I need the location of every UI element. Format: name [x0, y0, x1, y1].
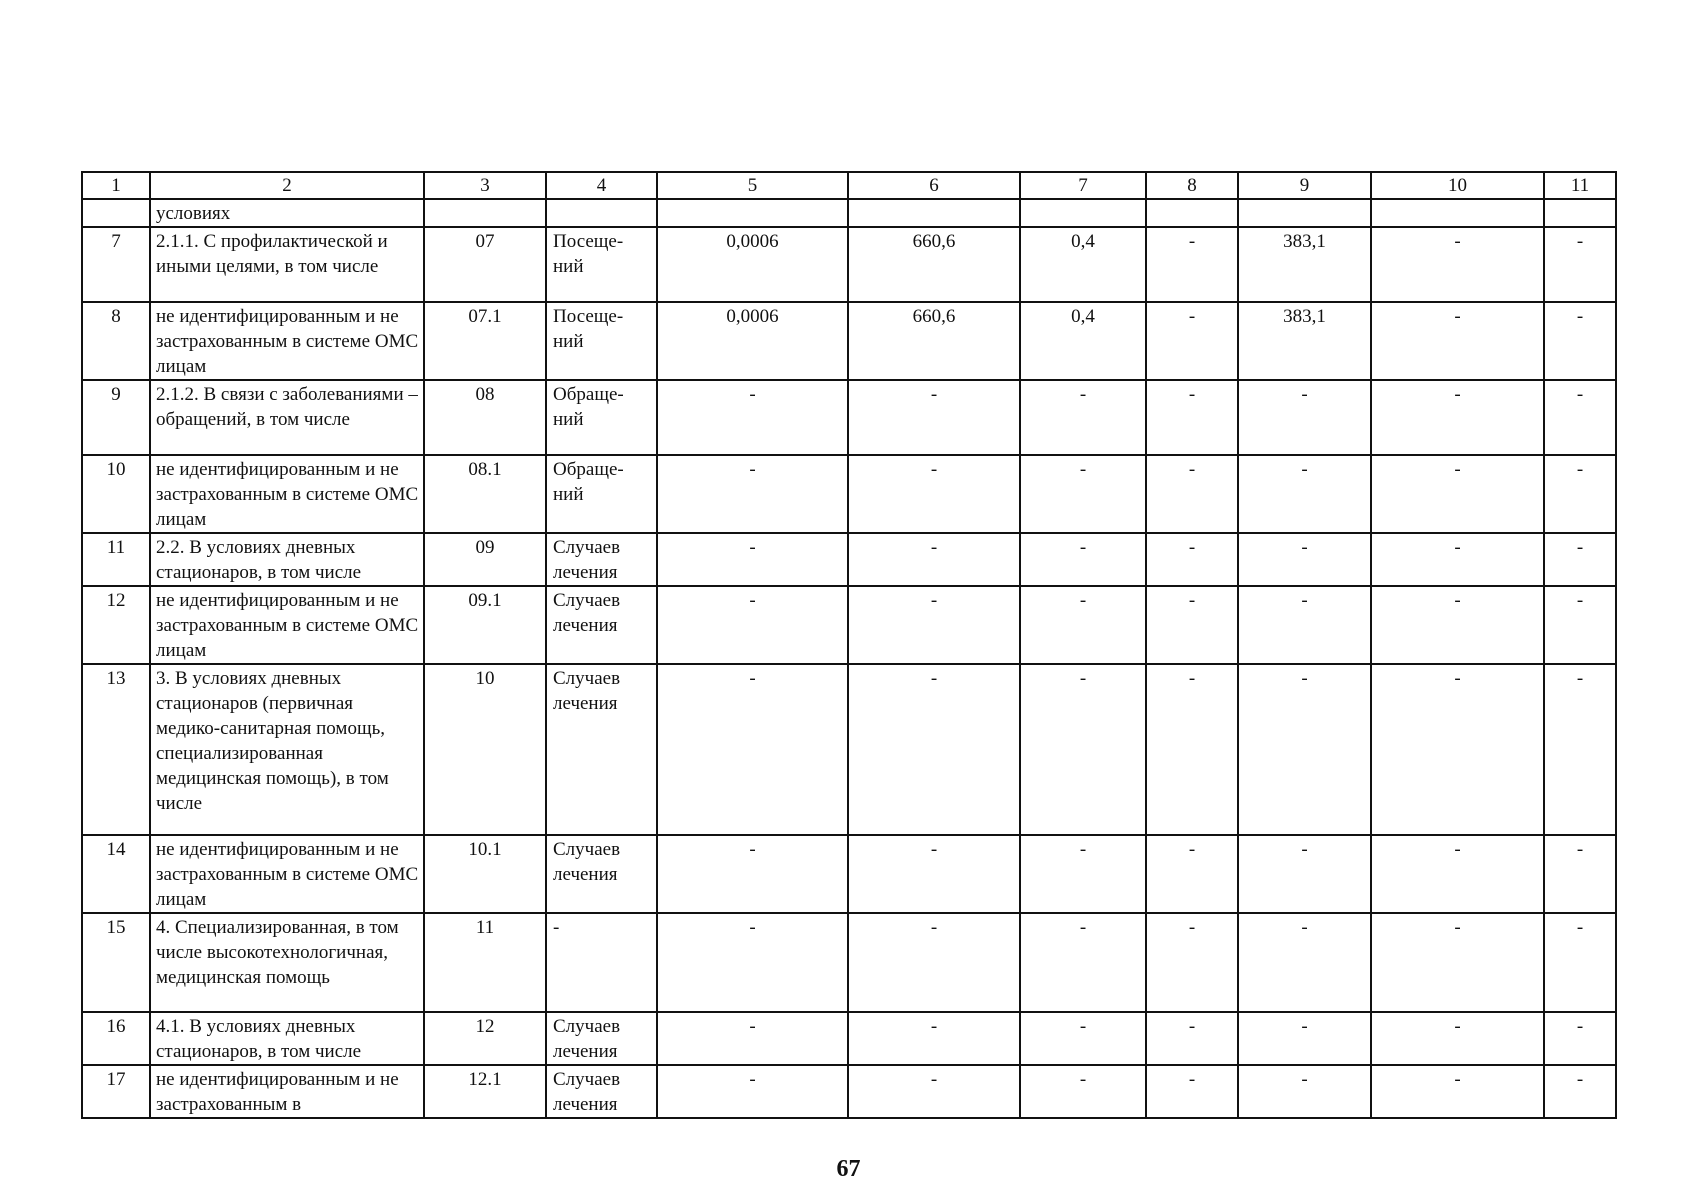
table-row: [82, 586, 1616, 664]
table-cell: -: [1146, 1012, 1238, 1065]
table-cell: -: [1238, 664, 1371, 835]
table-cell: -: [1544, 302, 1616, 380]
table-cell: -: [657, 586, 848, 664]
table-cell: не идентифицированным и не застрахованным в: [150, 1065, 424, 1118]
table-cell: -: [848, 380, 1020, 455]
table-cell: [546, 199, 657, 227]
table-row: [82, 533, 1616, 586]
table-cell: 12: [82, 586, 150, 664]
table-cell: [424, 199, 546, 227]
table-cell: -: [848, 455, 1020, 533]
table-cell: -: [1146, 913, 1238, 1012]
table-cell: -: [1020, 664, 1146, 835]
column-number-cell: 1: [82, 172, 150, 199]
table-cell: -: [1238, 1065, 1371, 1118]
table-cell: -: [1146, 227, 1238, 302]
table-cell: -: [848, 664, 1020, 835]
table-cell: 10.1: [424, 835, 546, 913]
column-number-cell: 7: [1020, 172, 1146, 199]
table-cell: -: [1146, 455, 1238, 533]
table-cell: -: [848, 1012, 1020, 1065]
table-cell: [82, 199, 150, 227]
table-cell: 660,6: [848, 302, 1020, 380]
table-cell: -: [1020, 1065, 1146, 1118]
table-cell: -: [1238, 533, 1371, 586]
table-cell: 09.1: [424, 586, 546, 664]
table-cell: 2.1.2. В связи с заболеваниями – обращений, в том числе: [150, 380, 424, 455]
column-number-cell: 10: [1371, 172, 1544, 199]
table-cell: -: [657, 913, 848, 1012]
table-cell: 08.1: [424, 455, 546, 533]
table-cell: 0,4: [1020, 302, 1146, 380]
column-number-cell: 9: [1238, 172, 1371, 199]
table-cell: 07: [424, 227, 546, 302]
table-cell: 2.1.1. С профилактической и иными целями, в том числе: [150, 227, 424, 302]
table-cell: -: [1371, 302, 1544, 380]
table-cell: Случаев лечения: [546, 1065, 657, 1118]
table-cell: -: [1544, 664, 1616, 835]
table-cell: 3. В условиях дневных стационаров (первичная медико-санитарная помощь, специализированная медицинская помощь), в том числе: [150, 664, 424, 835]
table-cell: 8: [82, 302, 150, 380]
table-cell: -: [1238, 380, 1371, 455]
table-cell: 16: [82, 1012, 150, 1065]
table-cell: не идентифицированным и не застрахованным в системе ОМС лицам: [150, 586, 424, 664]
table-cell: 0,0006: [657, 227, 848, 302]
table-cell: -: [1371, 380, 1544, 455]
table-cell: -: [1238, 586, 1371, 664]
table-cell: -: [657, 835, 848, 913]
data-table: [81, 171, 1617, 1119]
table-cell: -: [1146, 302, 1238, 380]
table-cell: 07.1: [424, 302, 546, 380]
table-cell: -: [1544, 380, 1616, 455]
table-cell: -: [657, 1012, 848, 1065]
table-cell: Случаев лечения: [546, 533, 657, 586]
table-cell: 9: [82, 380, 150, 455]
table-cell: -: [1544, 533, 1616, 586]
table-body: [82, 172, 1616, 1118]
table-cell: 12.1: [424, 1065, 546, 1118]
table-cell: Обраще-ний: [546, 455, 657, 533]
table-row: [82, 302, 1616, 380]
table-cell: -: [657, 533, 848, 586]
table-cell: -: [1146, 664, 1238, 835]
table-cell: Случаев лечения: [546, 1012, 657, 1065]
table-cell: Обраще-ний: [546, 380, 657, 455]
table-cell: -: [1544, 455, 1616, 533]
table-cell: не идентифицированным и не застрахованным в системе ОМС лицам: [150, 302, 424, 380]
table-cell: -: [1371, 1012, 1544, 1065]
table-cell: -: [1146, 1065, 1238, 1118]
table-cell: 13: [82, 664, 150, 835]
column-number-cell: 3: [424, 172, 546, 199]
table-cell: 17: [82, 1065, 150, 1118]
table-cell: -: [546, 913, 657, 1012]
table-cell: -: [1020, 586, 1146, 664]
table-cell: -: [1371, 664, 1544, 835]
table-cell: Случаев лечения: [546, 835, 657, 913]
header-row: [82, 172, 1616, 199]
column-number-cell: 8: [1146, 172, 1238, 199]
table-cell: -: [657, 455, 848, 533]
table-cell: -: [1371, 913, 1544, 1012]
table-cell: 383,1: [1238, 227, 1371, 302]
table-cell: 660,6: [848, 227, 1020, 302]
table-cell: 12: [424, 1012, 546, 1065]
table-cell: -: [1238, 835, 1371, 913]
table-cell: -: [1146, 586, 1238, 664]
table-cell: -: [1544, 835, 1616, 913]
table-cell: -: [1371, 586, 1544, 664]
column-number-cell: 6: [848, 172, 1020, 199]
table-row: [82, 455, 1616, 533]
table-cell: [848, 199, 1020, 227]
table-cell: Случаев лечения: [546, 586, 657, 664]
table-cell: 4.1. В условиях дневных стационаров, в том числе: [150, 1012, 424, 1065]
table-cell: [1371, 199, 1544, 227]
table-cell: -: [1544, 1065, 1616, 1118]
table-row: [82, 1012, 1616, 1065]
table-row: [82, 380, 1616, 455]
table-row: [82, 664, 1616, 835]
table-cell: -: [1544, 913, 1616, 1012]
table-cell: -: [657, 1065, 848, 1118]
table-cell: 2.2. В условиях дневных стационаров, в том числе: [150, 533, 424, 586]
table-cell: 14: [82, 835, 150, 913]
table-cell: 0,0006: [657, 302, 848, 380]
table-cell: -: [1544, 1012, 1616, 1065]
table-cell: -: [1020, 913, 1146, 1012]
page-number: 67: [836, 1156, 861, 1182]
table-cell: -: [1020, 455, 1146, 533]
table-cell: -: [848, 913, 1020, 1012]
table-cell: -: [1020, 835, 1146, 913]
continuation-row: [82, 199, 1616, 227]
table-cell: 15: [82, 913, 150, 1012]
table-cell: 0,4: [1020, 227, 1146, 302]
table-row: [82, 913, 1616, 1012]
table-cell: 11: [82, 533, 150, 586]
table-cell: 7: [82, 227, 150, 302]
table-cell: не идентифицированным и не застрахованным в системе ОМС лицам: [150, 455, 424, 533]
table-cell: 08: [424, 380, 546, 455]
table-cell: [1238, 199, 1371, 227]
table-cell: -: [657, 380, 848, 455]
table-cell: -: [1146, 380, 1238, 455]
table-cell: -: [657, 664, 848, 835]
table-cell: 4. Специализированная, в том числе высокотехнологичная, медицинская помощь: [150, 913, 424, 1012]
table-cell: [1146, 199, 1238, 227]
table-cell: [1020, 199, 1146, 227]
table-cell: -: [1371, 227, 1544, 302]
table-cell: условиях: [150, 199, 424, 227]
table-cell: -: [1020, 533, 1146, 586]
table-cell: -: [1238, 455, 1371, 533]
column-number-cell: 5: [657, 172, 848, 199]
table-cell: 383,1: [1238, 302, 1371, 380]
table-cell: -: [1146, 533, 1238, 586]
table-cell: -: [1371, 455, 1544, 533]
table-row: [82, 227, 1616, 302]
table-cell: -: [848, 835, 1020, 913]
table-cell: -: [1020, 1012, 1146, 1065]
table-cell: 10: [82, 455, 150, 533]
table-cell: Посеще-ний: [546, 227, 657, 302]
table-cell: 11: [424, 913, 546, 1012]
table-cell: [657, 199, 848, 227]
table-cell: не идентифицированным и не застрахованным в системе ОМС лицам: [150, 835, 424, 913]
table-cell: -: [848, 586, 1020, 664]
table-cell: -: [1238, 1012, 1371, 1065]
table-cell: -: [1371, 1065, 1544, 1118]
column-number-cell: 4: [546, 172, 657, 199]
table-cell: -: [1146, 835, 1238, 913]
table-row: [82, 1065, 1616, 1118]
table-cell: -: [1371, 835, 1544, 913]
table-cell: [1544, 199, 1616, 227]
table-cell: Случаев лечения: [546, 664, 657, 835]
table-cell: 09: [424, 533, 546, 586]
table-cell: -: [1544, 227, 1616, 302]
table-cell: Посеще-ний: [546, 302, 657, 380]
table-cell: -: [848, 1065, 1020, 1118]
table-cell: -: [848, 533, 1020, 586]
table-cell: -: [1020, 380, 1146, 455]
table-cell: 10: [424, 664, 546, 835]
table-cell: -: [1371, 533, 1544, 586]
table-cell: -: [1544, 586, 1616, 664]
column-number-cell: 2: [150, 172, 424, 199]
table-row: [82, 835, 1616, 913]
column-number-cell: 11: [1544, 172, 1616, 199]
table-cell: -: [1238, 913, 1371, 1012]
